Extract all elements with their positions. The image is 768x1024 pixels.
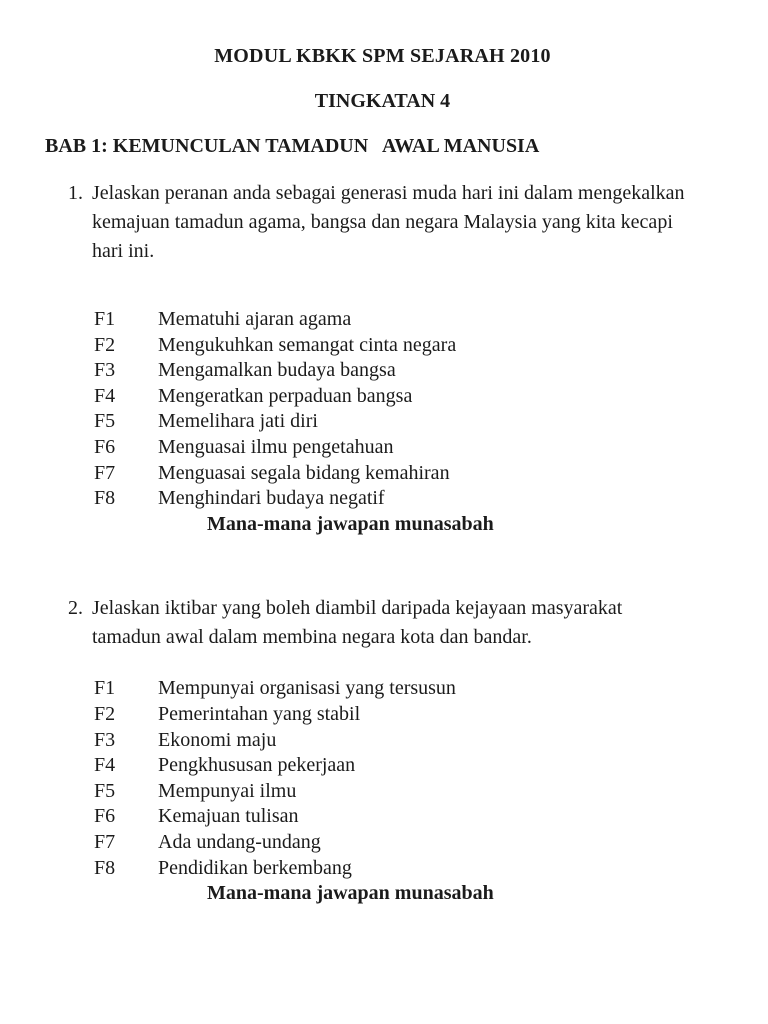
answer-row (94, 856, 720, 882)
fact-text: Pemerintahan yang stabil (158, 702, 361, 725)
fact-text: Ekonomi maju (158, 728, 277, 751)
answer-row (94, 779, 720, 805)
question-text: Jelaskan iktibar yang boleh diambil daripada kejayaan masyarakat tamadun awal dalam membina negara kota dan bandar. (92, 597, 623, 649)
fact-text: Mengamalkan budaya bangsa (158, 359, 396, 382)
question-2-section (45, 594, 720, 906)
fact-code: F6 (94, 435, 116, 458)
answer-row (94, 409, 720, 435)
form-level-title: TINGKATAN 4 (314, 90, 451, 112)
fact-code: F5 (94, 779, 116, 802)
fact-code: F7 (94, 830, 116, 853)
fact-text: Mengeratkan perpaduan bangsa (158, 384, 413, 407)
question-2-answer-list (94, 676, 720, 906)
question-1-section (45, 179, 720, 537)
answer-row (94, 830, 720, 856)
question-1 (68, 179, 720, 266)
question-1-answer-list (94, 307, 720, 537)
fact-text: Menghindari budaya negatif (158, 487, 385, 510)
answer-row (94, 486, 720, 512)
question-text: Jelaskan peranan anda sebagai generasi muda hari ini dalam mengekalkan kemajuan tamadun agama, bangsa dan negara Malaysia yang kita kecapi hari ini. (92, 182, 685, 262)
fact-code: F6 (94, 805, 116, 828)
fact-text: Menguasai ilmu pengetahuan (158, 435, 394, 458)
answer-row (94, 728, 720, 754)
chapter-heading: BAB 1: KEMUNCULAN TAMADUN AWAL MANUSIA (45, 135, 540, 157)
question-number: 1. (68, 182, 83, 204)
fact-code: F4 (94, 754, 116, 777)
fact-code: F7 (94, 461, 116, 484)
answer-row (94, 358, 720, 384)
fact-code: F2 (94, 333, 116, 356)
fact-code: F4 (94, 384, 116, 407)
fact-text: Mempunyai organisasi yang tersusun (158, 677, 456, 700)
answer-row (94, 804, 720, 830)
answer-row (94, 461, 720, 487)
question-2 (68, 594, 720, 652)
fact-code: F8 (94, 856, 116, 879)
answer-row (94, 307, 720, 333)
closing-note: Mana-mana jawapan munasabah (207, 512, 494, 535)
answer-row (94, 435, 720, 461)
fact-code: F3 (94, 728, 116, 751)
fact-text: Ada undang-undang (158, 830, 321, 853)
fact-text: Mengukuhkan semangat cinta negara (158, 333, 457, 356)
fact-code: F5 (94, 410, 116, 433)
answer-row (94, 676, 720, 702)
answer-row (94, 333, 720, 359)
answer-row (94, 384, 720, 410)
fact-code: F8 (94, 487, 116, 510)
question-number: 2. (68, 597, 83, 620)
closing-note: Mana-mana jawapan munasabah (207, 882, 494, 905)
fact-text: Mempunyai ilmu (158, 779, 297, 802)
fact-code: F3 (94, 359, 116, 382)
answer-row (94, 702, 720, 728)
fact-code: F1 (94, 308, 116, 330)
fact-text: Mematuhi ajaran agama (158, 308, 352, 330)
fact-text: Memelihara jati diri (158, 410, 318, 433)
fact-text: Kemajuan tulisan (158, 805, 299, 828)
module-title: MODUL KBKK SPM SEJARAH 2010 (214, 45, 551, 67)
fact-text: Pengkhususan pekerjaan (158, 754, 356, 777)
answer-row (94, 753, 720, 779)
fact-text: Menguasai segala bidang kemahiran (158, 461, 450, 484)
fact-code: F2 (94, 702, 116, 725)
fact-code: F1 (94, 677, 116, 700)
fact-text: Pendidikan berkembang (158, 856, 352, 879)
